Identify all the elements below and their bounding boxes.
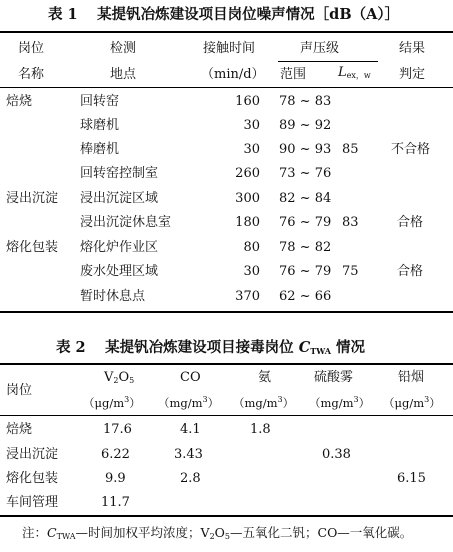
table2-row-v2o5: 11.7 (101, 495, 130, 510)
table2-header-nh3-unit-text: （mg/m (233, 396, 278, 410)
table2-header-co-unit-end: ） (207, 396, 220, 410)
table1-row-range: 76 ~ 79 (279, 264, 332, 279)
table2-header-co-unit (158, 396, 219, 410)
table1-row-post: 浸出沉淀 (6, 191, 59, 206)
table1-row-post: 熔化包装 (6, 240, 59, 255)
table1-row-time: 300 (235, 191, 260, 206)
table2-header-v2o5-sub2: 5 (129, 376, 135, 385)
table1-row-time: 30 (243, 142, 260, 157)
table1-row-time: 370 (235, 289, 260, 304)
table2-header-lead-unit (383, 396, 441, 410)
table1-header-range: 范围 (280, 67, 307, 82)
table2-row-acid: 0.38 (322, 447, 351, 462)
table2-row-co: 3.43 (174, 447, 203, 462)
table2-header-lead-unit-sup: 3 (424, 395, 430, 404)
table2-row-post: 车间管理 (6, 495, 59, 510)
table1-row-location: 棒磨机 (80, 142, 120, 157)
table2-row-post: 浸出沉淀 (6, 447, 59, 462)
table1-row-range: 78 ~ 82 (279, 240, 332, 255)
table1-row-location: 回转窑 (80, 94, 120, 109)
table2-header-nh3-unit-end: ） (282, 396, 295, 410)
table1-row-post: 焙烧 (6, 94, 33, 109)
table2-footnote (22, 527, 412, 541)
table2-header-lead-unit-text: （μg/m (383, 396, 425, 410)
table1-group-lex: 75 (342, 264, 359, 279)
table1-row-time: 30 (243, 264, 260, 279)
table1-header-result-2: 判定 (399, 67, 426, 82)
table1-row-range: 76 ~ 79 (279, 215, 332, 230)
table2-title-c: C (298, 339, 311, 356)
table1-row-time: 80 (243, 240, 260, 255)
footnote-sub-1: 2 (209, 532, 215, 541)
table1-header-rule (0, 87, 453, 88)
footnote-prefix: 注： (22, 525, 48, 540)
table1-row-range: 78 ~ 83 (279, 94, 332, 109)
table1-row-range: 73 ~ 76 (279, 166, 332, 181)
table2-title-sub: TWA (310, 346, 331, 356)
table2-header-v2o5-v: V (104, 370, 114, 385)
table1-header-lex (338, 66, 371, 80)
table2-row-v2o5: 6.22 (101, 447, 130, 462)
table1-row-time: 30 (243, 118, 260, 133)
table2-header-v2o5-unit-sup: 3 (124, 395, 130, 404)
table1-row-location: 暂时休息点 (80, 289, 146, 304)
table2-title-suffix: 情况 (330, 339, 365, 356)
table2-header-co: CO (180, 370, 201, 385)
table2-row-post: 熔化包装 (6, 471, 59, 486)
footnote-sub-2: 5 (224, 532, 230, 541)
table2-header-v2o5-unit-text: （μg/m (83, 396, 125, 410)
table2-header-nh3-unit-sup: 3 (277, 395, 283, 404)
table1-header-location-1: 检测 (110, 41, 137, 56)
table1-header-lex-subscript: ex，w (346, 71, 371, 80)
table1-bottom-rule (0, 311, 453, 313)
table1-row-range: 82 ~ 84 (279, 191, 332, 206)
table1-header-exposure-1: 接触时间 (203, 41, 256, 56)
table2-header-nh3: 氨 (258, 370, 272, 385)
table1-header-sound-level: 声压级 (300, 41, 340, 56)
table2-header-v2o5-unit-end: ） (129, 396, 141, 410)
table2-header-acid: 硫酸雾 (314, 370, 354, 385)
table2-row-v2o5: 9.9 (105, 471, 126, 486)
table2-header-v2o5 (104, 371, 134, 385)
table2-header-acid-unit-sup: 3 (353, 395, 359, 404)
table1-row-location: 废水处理区域 (80, 264, 159, 279)
footnote-c: C (47, 525, 57, 540)
table2-bottom-rule (0, 515, 453, 517)
table2-row-co: 4.1 (180, 422, 201, 437)
table1-row-location: 球磨机 (80, 118, 120, 133)
table2-header-acid-unit-end: ） (358, 396, 371, 410)
table1-row-time: 260 (235, 166, 260, 181)
table1-group-lex: 83 (342, 215, 359, 230)
table1-header-post-1: 岗位 (18, 41, 45, 56)
table2-title-prefix: 表 2 某提钒冶炼建设项目接毒岗位 (56, 339, 299, 356)
table1-row-range: 62 ~ 66 (279, 289, 332, 304)
table1-header-result-1: 结果 (399, 41, 426, 56)
table1-header-post-2: 名称 (18, 67, 45, 82)
table2-header-lead: 铅烟 (398, 370, 425, 385)
table2-header-acid-unit-text: （mg/m (309, 396, 354, 410)
table2-row-v2o5: 17.6 (103, 422, 132, 437)
table1-row-time: 180 (235, 215, 260, 230)
table2-header-v2o5-o: O (118, 370, 130, 385)
table1-header-location-2: 地点 (110, 67, 137, 82)
table2-row-lead: 6.15 (397, 471, 426, 486)
table1-sound-level-rule (278, 61, 378, 62)
footnote-text-2: O (214, 525, 225, 540)
table2-header-rule (0, 415, 453, 416)
table1-group-result: 不合格 (391, 142, 431, 157)
table2-row-co: 2.8 (180, 471, 201, 486)
table2-header-v2o5-unit (83, 396, 141, 410)
table2-header-co-unit-sup: 3 (202, 395, 208, 404)
table2-header-nh3-unit (233, 396, 294, 410)
table1-title: 表 1 某提钒冶炼建设项目岗位噪声情况［dB（A）］ (48, 6, 400, 23)
footnote-c-sub: TWA (56, 532, 76, 541)
table1-header-exposure-2: （min/d） (201, 67, 265, 82)
table1-row-location: 回转窑控制室 (80, 166, 159, 181)
table2-row-nh3: 1.8 (250, 422, 271, 437)
table2-row-post: 焙烧 (6, 422, 33, 437)
table1-row-location: 熔化炉作业区 (80, 240, 159, 255)
table1-group-lex: 85 (342, 142, 359, 157)
table2-header-post: 岗位 (6, 383, 33, 398)
table2-header-lead-unit-end: ） (429, 396, 441, 410)
table2-top-rule (0, 363, 453, 365)
table2-title (56, 341, 365, 356)
table1-row-location: 浸出沉淀区域 (80, 191, 159, 206)
table2-header-v2o5-sub1: 2 (113, 376, 119, 385)
table1-group-result: 合格 (397, 264, 424, 279)
footnote-text-3: —五氧化二钒；CO—一氧化碳。 (230, 525, 413, 540)
table1-row-range: 89 ~ 92 (279, 118, 332, 133)
table1-top-rule (0, 31, 453, 33)
table2-header-acid-unit (309, 396, 370, 410)
table2-header-co-unit-text: （mg/m (158, 396, 203, 410)
table1-row-location: 浸出沉淀休息室 (80, 215, 172, 230)
table1-row-range: 90 ~ 93 (279, 142, 332, 157)
footnote-text-1: —时间加权平均浓度；V (75, 525, 210, 540)
table1-header-lex-symbol: L (338, 65, 347, 80)
table1-group-result: 合格 (397, 215, 424, 230)
table1-row-time: 160 (235, 94, 260, 109)
